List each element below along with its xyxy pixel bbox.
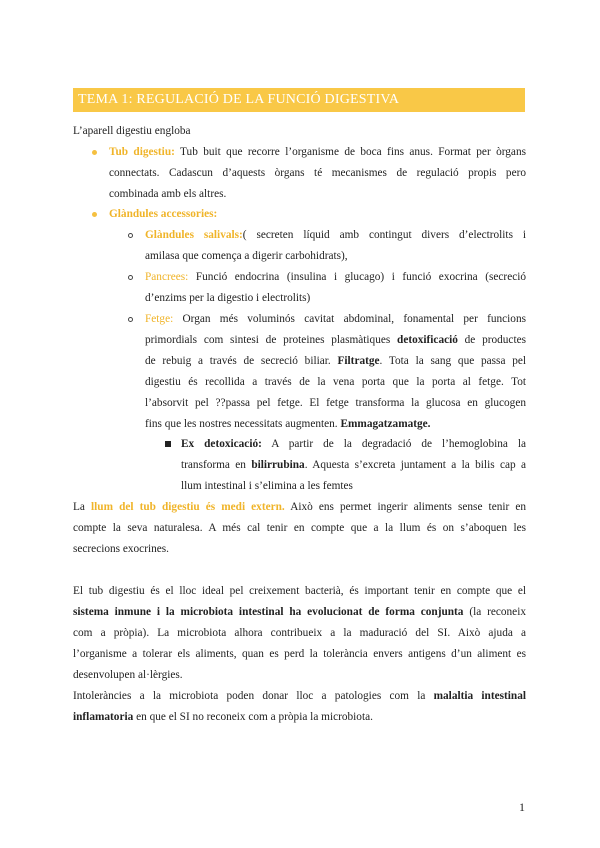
llum-line-3: secrecions exocrines. xyxy=(73,543,169,555)
detox-label: Ex detoxicació: xyxy=(181,438,262,450)
p2-text-2c: (la reconeix xyxy=(469,606,526,618)
detox-line-1 xyxy=(181,437,526,451)
llum-line-2: compte la seva naturalesa. A més cal tenir en compte que a la llum és on s’aboquen les xyxy=(73,522,526,534)
fetge-label: Fetge: xyxy=(145,313,174,325)
bullet-circle-icon xyxy=(128,317,133,322)
fetge-line-6 xyxy=(145,417,431,431)
glandules-label: Glàndules accessories: xyxy=(109,208,218,220)
bilirrubina-term: bilirrubina xyxy=(251,459,305,471)
detox-text-2c: . Aquesta s’excreta juntament a la bilis cap a xyxy=(304,459,526,471)
tub-line-1 xyxy=(109,145,526,159)
fetge-line-5: l’absorvit pel ??passa pel fetge. El fetge transforma la glucosa en glucogen xyxy=(145,397,526,409)
p3-line-1 xyxy=(73,689,526,703)
tub-label: Tub digestiu: xyxy=(109,146,175,158)
fetge-text-2c: de productes xyxy=(464,334,526,346)
p2-line-2 xyxy=(73,605,526,619)
llum-text-a: La xyxy=(73,501,85,513)
pancrees-label: Pancrees: xyxy=(145,271,189,283)
fetge-text-2a: primordials com sintesi de proteines plasmàtiques xyxy=(145,334,391,346)
detox-line-2 xyxy=(181,458,526,472)
p3-text-1a: Intoleràncies a la microbiota poden donar lloc a patologies com la xyxy=(73,690,426,702)
page-number: 1 xyxy=(519,800,525,814)
intro-text: L’aparell digestiu engloba xyxy=(73,125,191,137)
page-title: TEMA 1: REGULACIÓ DE LA FUNCIÓ DIGESTIVA xyxy=(78,92,400,107)
detox-line-3: llum intestinal i s’elimina a les femtes xyxy=(181,480,353,492)
pancrees-line-2: d’enzims per la digestio i electrolits) xyxy=(145,292,311,304)
p2-line-4: l’organisme a tolerar els aliments, quan es perd la tolerància envers antigens d’un aliment es xyxy=(73,648,526,660)
fetge-text-6a: fins que les nostres necessitats augmenten. xyxy=(145,418,338,430)
llum-text-c: Això ens permet ingerir aliments sense tenir en xyxy=(290,501,526,513)
detox-text-2a: transforma en xyxy=(181,459,246,471)
fetge-line-4: digestiu és recollida a través de la vena porta que la porta al fetge. Tot xyxy=(145,376,526,388)
llum-highlight: llum del tub digestiu és medi extern. xyxy=(91,501,285,513)
fetge-text-1: Organ més voluminós cavitat abdominal, fonamental per funcions xyxy=(182,313,526,325)
tub-line-2: connectats. Cadascun d’aquests òrgans té mecanismes de regulació propis pero xyxy=(109,167,526,179)
fetge-line-1 xyxy=(145,312,526,326)
title-banner xyxy=(73,88,525,112)
fetge-line-3 xyxy=(145,354,526,368)
p3-text-2b: en que el SI no reconeix com a pròpia la microbiota. xyxy=(136,711,373,723)
p2-line-5: desenvolupen al·lèrgies. xyxy=(73,669,183,681)
bullet-dot-icon xyxy=(92,150,97,155)
tub-text-1: Tub buit que recorre l’organisme de boca fins anus. Format per òrgans xyxy=(180,146,526,158)
bullet-circle-icon xyxy=(128,233,133,238)
detox-text-1: A partir de la degradació de l’hemoglobina la xyxy=(271,438,526,450)
bullet-circle-icon xyxy=(128,275,133,280)
inflamatoria-term: inflamatoria xyxy=(73,711,134,723)
llum-line-1 xyxy=(73,500,526,514)
pancrees-text-1: Funció endocrina (insulina i glucago) i funció exocrina (secreció xyxy=(195,271,527,283)
pancrees-line-1 xyxy=(145,270,526,284)
filtratge-term: Filtratge xyxy=(337,355,380,367)
fetge-text-3c: . Tota la sang que passa pel xyxy=(379,355,527,367)
p3-line-2 xyxy=(73,710,373,724)
tub-line-3: combinada amb els altres. xyxy=(109,188,227,200)
sistema-inmune-term: sistema inmune i la microbiota intestinal ha evolucionat de forma conjunta xyxy=(73,606,464,618)
malaltia-term: malaltia intestinal xyxy=(433,690,526,702)
fetge-line-2 xyxy=(145,333,526,347)
salivals-line-1 xyxy=(145,228,526,242)
bullet-dot-icon xyxy=(92,212,97,217)
emmagatzamatge-term: Emmagatzamatge. xyxy=(340,418,431,430)
bullet-square-icon xyxy=(165,441,171,447)
p2-line-1: El tub digestiu és el lloc ideal pel creixement bacterià, és important tenir en compte que el xyxy=(73,585,526,597)
p2-line-3: com a pròpia). La microbiota alhora contribueix a la maduració del SI. Això ajuda a xyxy=(73,627,526,639)
fetge-text-3a: de rebuig a través de secreció biliar. xyxy=(145,355,331,367)
salivals-line-2: amilasa que comença a digerir carbohidrats), xyxy=(145,250,348,262)
salivals-label: Glàndules salivals: xyxy=(145,229,243,241)
salivals-text-1: ( secreten líquid amb contingut divers d’electrolits i xyxy=(242,229,527,241)
detoxificacio-term: detoxificació xyxy=(397,334,458,346)
